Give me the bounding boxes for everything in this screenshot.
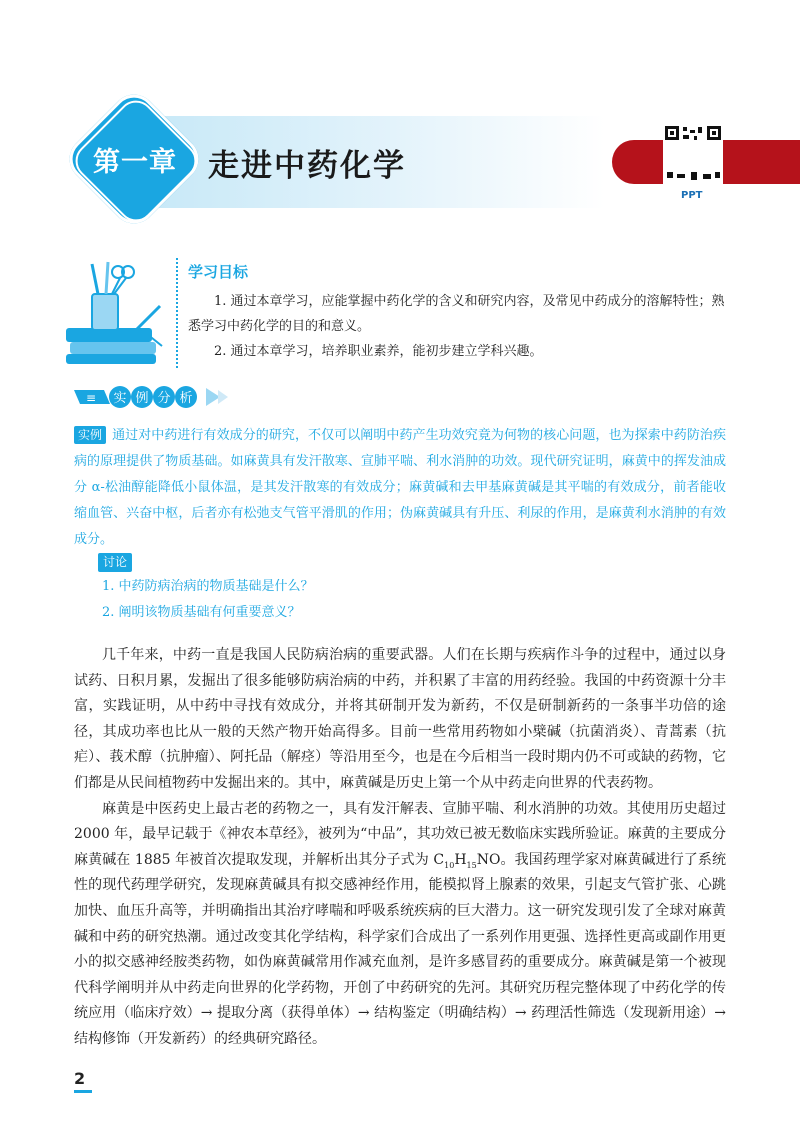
formula-subscript-h: 15 <box>466 860 477 870</box>
chapter-title: 走进中药化学 <box>208 148 406 184</box>
formula-subscript-c: 10 <box>444 860 455 870</box>
stationery-illustration-icon <box>62 258 172 368</box>
formula-h: H <box>454 851 467 868</box>
banner-char: 实 <box>113 391 127 406</box>
discussion-question: 1. 中药防病治病的物质基础是什么？ <box>102 579 314 594</box>
discussion-question: 2. 阐明该物质基础有何重要意义？ <box>102 605 301 620</box>
para2-text-start: 麻黄是中医药史上最古老的药物之一，具有发汗解表、宣肺平喘、利水消肿的功效。其使用历史超过 2000 年，最早记载于《神农本草经》，被列为“中品”，其功效已被无数临床实践所验证。麻黄的主要成分麻黄碱在 1885 年被首次提取发现，并解析出其分子式为 C <box>74 800 726 868</box>
banner-char: 分 <box>157 391 171 406</box>
ppt-label: PPT <box>681 190 703 201</box>
case-analysis-banner <box>74 382 234 412</box>
body-paragraph-2 <box>74 797 726 1053</box>
objectives-list <box>188 289 728 364</box>
discussion-tag: 讨论 <box>98 553 132 572</box>
banner-char: 析 <box>179 391 193 406</box>
qr-code-icon[interactable] <box>663 124 723 186</box>
chapter-label: 第一章 <box>93 147 177 178</box>
book-icon: ≡ <box>86 391 97 405</box>
page-number-underline <box>74 1090 92 1093</box>
case-tag: 实例 <box>74 426 106 444</box>
case-body: 通过对中药进行有效成分的研究，不仅可以阐明中药产生功效究竟为何物的核心问题，也为探索中药防治疾病的原理提供了物质基础。如麻黄具有发汗散寒、宣肺平喘、利水消肿的功效。现代研究证明，麻黄中的挥发油成分 α-松油醇能降低小鼠体温，是其发汗散寒的有效成分；麻黄碱和去甲基麻黄碱是其平喘的有效成分，前者能收缩血管、兴奋中枢，后者亦有松弛支气管平滑肌的作用；伪麻黄碱具有升压、利尿的作用，是麻黄利水消肿的有效成分。 <box>74 428 726 547</box>
objective-item: 1. 通过本章学习，应能掌握中药化学的含义和研究内容，及常见中药成分的溶解特性；熟悉学习中药化学的目的和意义。 <box>188 294 725 334</box>
main-body <box>74 643 726 1053</box>
discussion-questions <box>102 574 314 626</box>
objectives-divider <box>176 258 178 368</box>
page-number: 2 <box>74 1069 86 1088</box>
body-paragraph-1: 几千年来，中药一直是我国人民防病治病的重要武器。人们在长期与疾病作斗争的过程中，通过以身试药、日积月累，发掘出了很多能够防病治病的中药，并积累了丰富的用药经验。我国的中药资源十分丰富，实践证明，从中药中寻找有效成分，并将其研制开发为新药，不仅是研制新药的一条事半功倍的途径，其成功率也比从一般的天然产物开始高得多。目前一些常用药物如小檗碱（抗菌消炎）、青蒿素（抗疟）、莪术醇（抗肿瘤）、阿托品（解痉）等沿用至今，也是在今后相当一段时期内仍不可或缺的药物，它们都是从民间植物药中发掘出来的。其中，麻黄碱是历史上第一个从中药走向世界的代表药物。 <box>74 647 726 791</box>
banner-char: 例 <box>135 391 149 406</box>
objectives-heading: 学习目标 <box>188 263 249 281</box>
para2-text-end: NO。我国药理学家对麻黄碱进行了系统性的现代药理学研究，发现麻黄碱具有拟交感神经作用，能模拟肾上腺素的效果，引起支气管扩张、心跳加快、血压升高等，并明确指出其治疗哮喘和呼吸系统疾病的巨大潜力。这一研究发现引发了全球对麻黄碱和中药的研究热潮。通过改变其化学结构，科学家们合成出了一系列作用更强、选择性更高或副作用更小的拟交感神经胺类药物，如伪麻黄碱常用作减充血剂，是许多感冒药的重要成分。麻黄碱是第一个被现代科学阐明并从中药走向世界的化学药物，开创了中药研究的先河。其研究历程完整体现了中药化学的传统应用（临床疗效）→ 提取分离（获得单体）→ 结构鉴定（明确结构）→ 药理活性筛选（发现新用途）→ 结构修饰（开发新药）的经典研究路径。 <box>74 851 726 1047</box>
objective-item: 2. 通过本章学习，培养职业素养，能初步建立学科兴趣。 <box>214 344 543 359</box>
case-text <box>74 423 726 553</box>
